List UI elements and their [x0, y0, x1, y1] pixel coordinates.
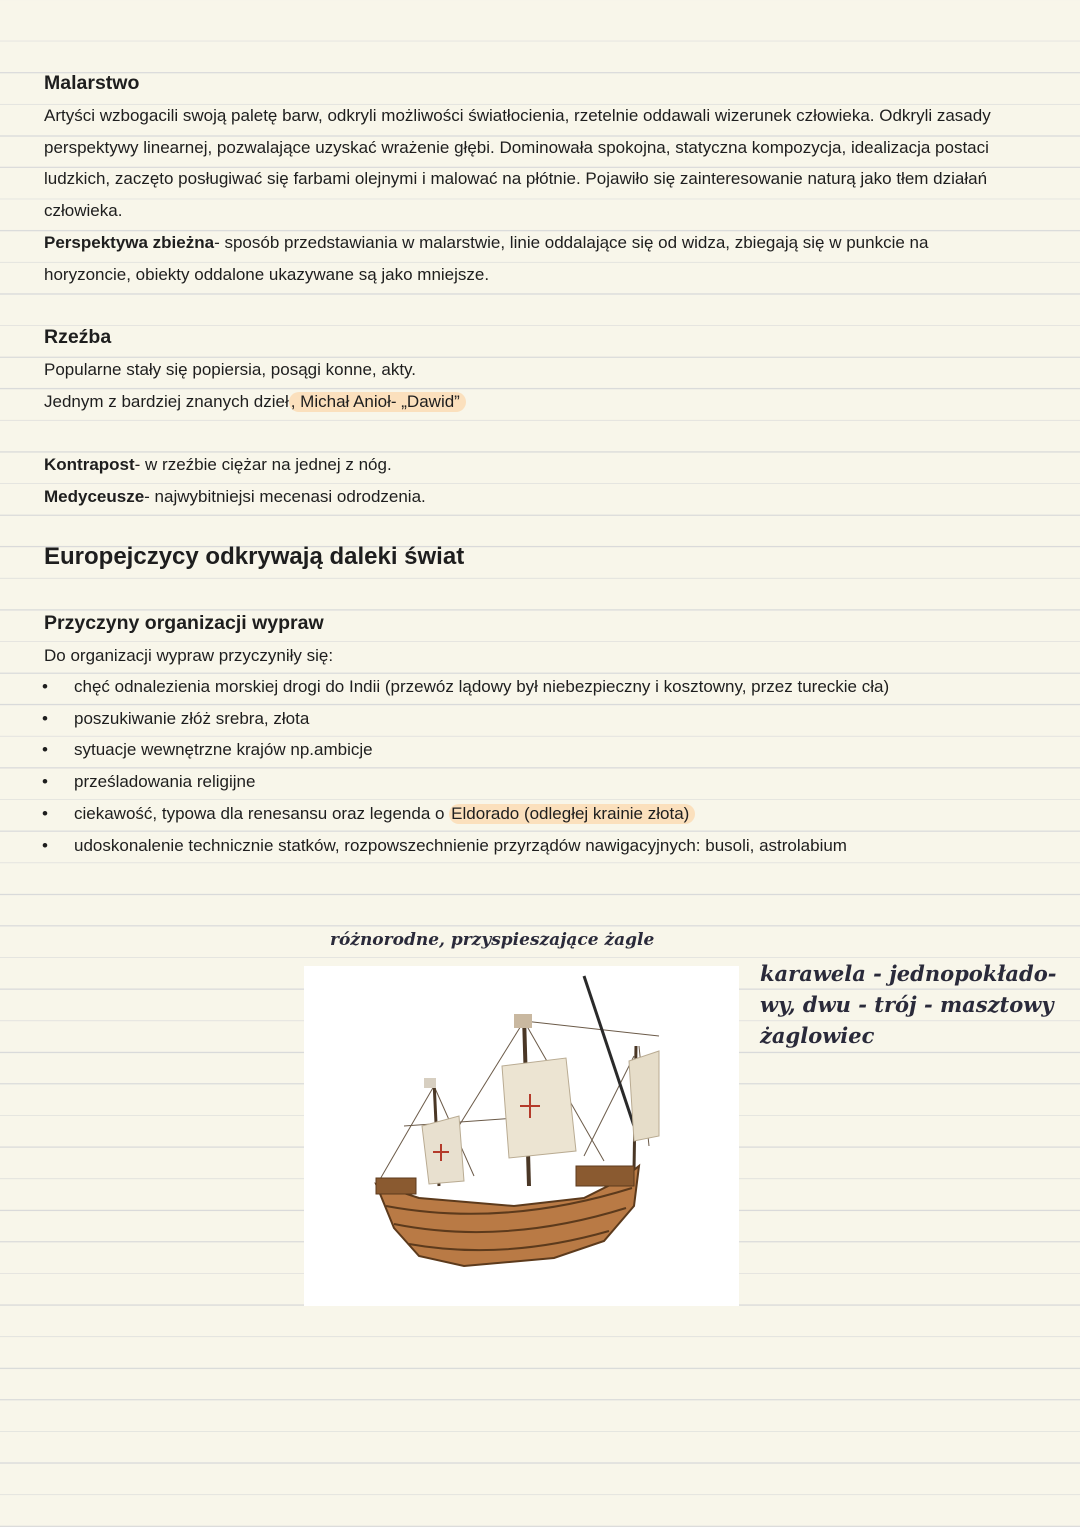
malarstwo-line: ludzkich, zaczęto posługiwać się farbami olejnymi i malować na płótnie. Pojawiło się zainteresowanie naturą jako tłem działań: [44, 169, 988, 189]
perspektywa-term: Perspektywa zbieżna: [44, 232, 215, 252]
perspektywa-def-cont: horyzoncie, obiekty oddalone ukazywane są jako mniejsze.: [44, 264, 490, 284]
eldorado-highlight: Eldorado (odległej krainie złota): [449, 804, 695, 824]
rzezba-line-prefix: Jednym z bardziej znanych dzieł: [44, 391, 289, 411]
rzezba-heading: Rzeźba: [44, 326, 112, 348]
caravel-illustration: [304, 966, 739, 1306]
malarstwo-heading: Malarstwo: [44, 72, 140, 94]
malarstwo-paragraph: [44, 100, 991, 290]
rzezba-line: Popularne stały się popiersia, posągi konne, akty.: [44, 360, 417, 379]
malarstwo-line: Artyści wzbogacili swoją paletę barw, odkryli możliwości światłocienia, rzetelnie oddawali wizerunek człowieka. Odkryli zasady: [44, 106, 991, 125]
przyczyny-intro: Do organizacji wypraw przyczyniły się:: [44, 646, 334, 665]
malarstwo-line: perspektywy linearnej, pozwalające uzyskać wrażenie głębi. Dominowała spokojna, statyczna kompozycja, idealizacja postaci: [44, 137, 989, 157]
list-item: • prześladowania religijne: [42, 766, 889, 798]
list-item: [42, 798, 889, 830]
perspektywa-definition: [44, 227, 991, 259]
kontrapost-definition: [44, 449, 466, 481]
kontrapost-term: Kontrapost: [44, 455, 135, 475]
handwritten-caravel-note: [760, 958, 1056, 1051]
caravel-note-line: wy, dwu - trój - masztowy: [760, 992, 1054, 1017]
blank-line: [44, 417, 466, 449]
list-item: • sytuacje wewnętrzne krajów np.ambicje: [42, 734, 889, 766]
caravel-image: [304, 966, 739, 1306]
przyczyny-list: [42, 671, 889, 861]
caravel-note-line: żaglowiec: [760, 1023, 875, 1048]
dawid-highlight: , Michał Anioł- „Dawid”: [289, 392, 466, 412]
przyczyny-heading: Przyczyny organizacji wypraw: [44, 612, 324, 634]
caravel-note-line: karawela - jednopokłado-: [760, 961, 1057, 986]
medyceusze-definition: [44, 481, 466, 513]
medyceusze-term: Medyceusze: [44, 486, 145, 506]
handwritten-sails-note: różnorodne, przyspieszające żagle: [330, 930, 655, 950]
section-title: Europejczycy odkrywają daleki świat: [44, 543, 465, 570]
medyceusze-def: - najwybitniejsi mecenasi odrodzenia.: [144, 486, 426, 506]
rzezba-line: [44, 386, 466, 418]
list-item: • chęć odnalezienia morskiej drogi do Indii (przewóz lądowy był niebezpieczny i kosztowny, przez tureckie cła): [42, 671, 889, 703]
perspektywa-def: - sposób przedstawiania w malarstwie, linie oddalające się od widza, zbiegają się w punkcie na: [214, 232, 929, 252]
rzezba-paragraph: [44, 354, 466, 513]
list-item: • udoskonalenie technicznie statków, rozpowszechnienie przyrządów nawigacyjnych: busoli, astrolabium: [42, 830, 889, 862]
list-item-prefix: ciekawość, typowa dla renesansu oraz legenda o: [74, 803, 450, 823]
list-item: • poszukiwanie złóż srebra, złota: [42, 703, 889, 735]
kontrapost-def: - w rzeźbie ciężar na jednej z nóg.: [134, 455, 392, 475]
malarstwo-line: człowieka.: [44, 201, 123, 221]
